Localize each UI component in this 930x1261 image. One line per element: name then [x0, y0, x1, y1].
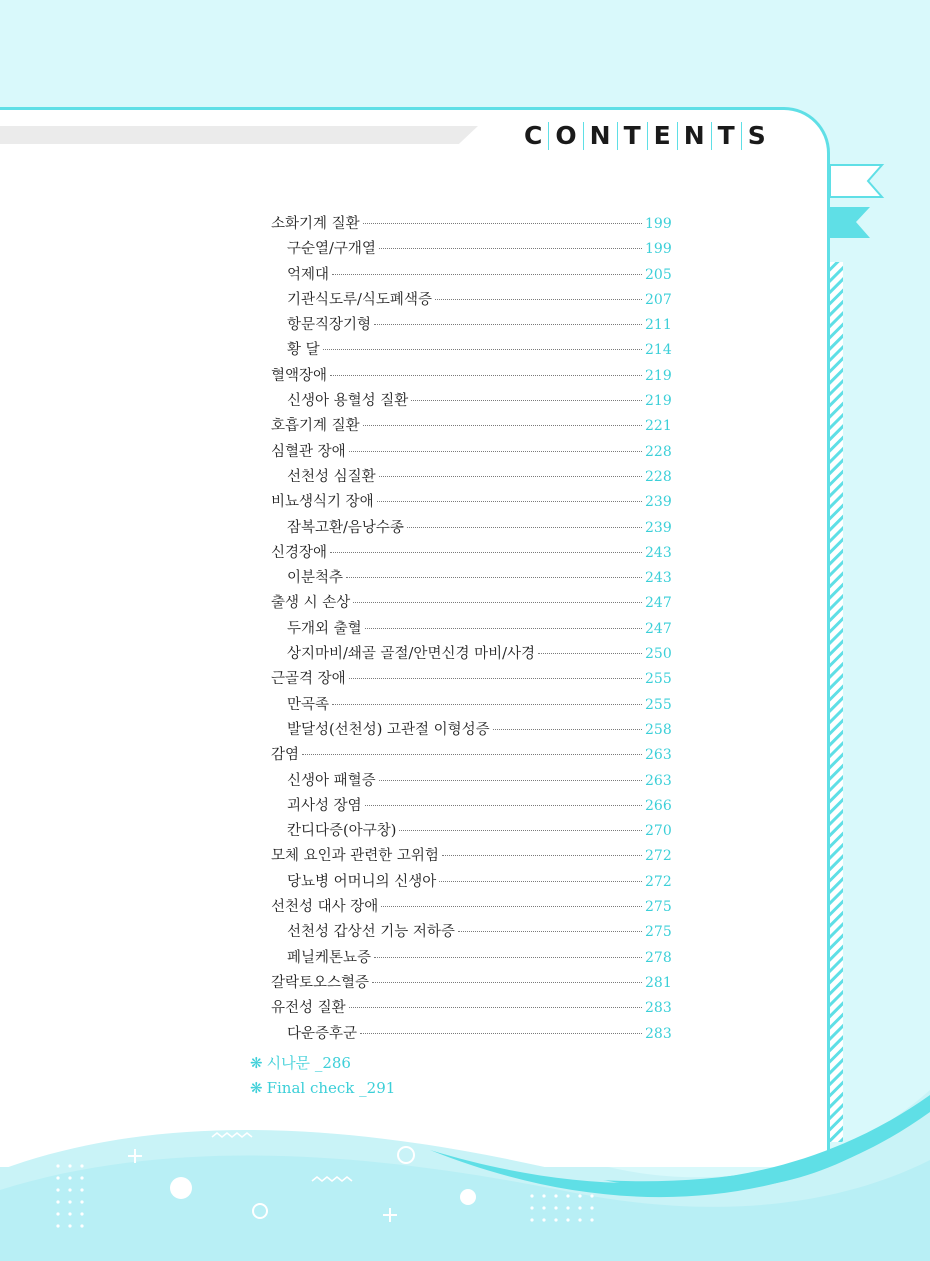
- toc-label: 호흡기계 질환: [271, 418, 360, 435]
- dot-leader: [381, 905, 642, 907]
- toc-page-number: 272: [645, 873, 672, 890]
- toc-label: 구순열/구개열: [287, 241, 376, 258]
- heading-letter: T: [712, 122, 742, 150]
- toc-page-number: 228: [645, 468, 672, 485]
- toc-label: 괴사성 장염: [287, 797, 362, 814]
- dot-leader: [330, 551, 642, 553]
- toc-page-number: 211: [645, 317, 672, 334]
- dot-leader: [302, 753, 642, 755]
- toc-page-number: 255: [645, 696, 672, 713]
- toc-label: 신생아 패혈증: [287, 772, 376, 789]
- heading-letter: O: [549, 122, 583, 150]
- toc-page-number: 275: [645, 899, 672, 916]
- toc-row[interactable]: [271, 693, 673, 718]
- toc-page-number: 219: [645, 393, 672, 410]
- toc-page-number: 219: [645, 367, 672, 384]
- toc-row[interactable]: [271, 263, 673, 288]
- toc-label: 근골격 장애: [271, 671, 346, 688]
- dot-leader: [323, 348, 642, 350]
- toc-row[interactable]: [271, 617, 673, 642]
- toc-page-number: 205: [645, 266, 672, 283]
- dot-leader: [330, 374, 642, 376]
- toc-row[interactable]: [271, 389, 673, 414]
- toc-row[interactable]: [271, 313, 673, 338]
- dot-leader: [493, 728, 642, 730]
- toc-label: 비뇨생식기 장애: [271, 494, 374, 511]
- toc-label: 출생 시 손상: [271, 595, 351, 612]
- toc-page-number: 199: [645, 241, 672, 258]
- toc-page-number: 263: [645, 747, 672, 764]
- toc-page-number: 281: [645, 974, 672, 991]
- toc-label: 두개외 출혈: [287, 620, 362, 637]
- toc-page-number: 266: [645, 797, 672, 814]
- toc-page-number: 255: [645, 671, 672, 688]
- toc-label: 항문직장기형: [287, 317, 372, 334]
- heading-letter: E: [648, 122, 678, 150]
- toc-row[interactable]: [271, 541, 673, 566]
- dot-leader: [374, 956, 642, 958]
- toc-page-number: 283: [645, 1000, 672, 1017]
- dot-leader: [458, 930, 642, 932]
- dot-leader: [377, 500, 642, 502]
- dot-leader: [365, 627, 642, 629]
- heading-letter: C: [518, 122, 549, 150]
- toc-row[interactable]: [271, 516, 673, 541]
- toc-row[interactable]: [271, 414, 673, 439]
- toc-label: 모체 요인과 관련한 고위험: [271, 848, 439, 865]
- dot-leader: [411, 399, 642, 401]
- dot-leader: [349, 677, 642, 679]
- dot-leader: [379, 475, 642, 477]
- toc-row[interactable]: [271, 920, 673, 945]
- toc-label: 갈락토오스혈증: [271, 974, 370, 991]
- toc-page-number: 247: [645, 620, 672, 637]
- toc-label: 선천성 심질환: [287, 468, 376, 485]
- toc-row[interactable]: [271, 1022, 673, 1047]
- extra-entry-label: Final check _291: [266, 1079, 396, 1097]
- toc-page-number: 199: [645, 216, 672, 232]
- toc-label: 유전성 질환: [271, 1000, 346, 1017]
- header-gray-bar: [0, 126, 478, 144]
- toc-row[interactable]: [271, 288, 673, 313]
- toc-row[interactable]: [271, 642, 673, 667]
- toc-label: 발달성(선천성) 고관절 이형성증: [287, 721, 490, 738]
- toc-page-number: 207: [645, 291, 672, 308]
- dot-leader: [435, 298, 642, 300]
- toc-row[interactable]: [271, 566, 673, 591]
- dot-leader: [538, 652, 642, 654]
- toc-label: 상지마비/쇄골 골절/안면신경 마비/사경: [287, 646, 535, 663]
- toc-label: 기관식도루/식도폐색증: [287, 291, 432, 308]
- dot-leader: [332, 273, 642, 275]
- toc-row[interactable]: [271, 844, 673, 869]
- toc-label: 만곡족: [287, 696, 330, 713]
- dot-leader: [407, 526, 642, 528]
- toc-label: 칸디다증(아구창): [287, 823, 397, 840]
- heading-letter: N: [584, 122, 618, 150]
- toc-row[interactable]: [271, 338, 673, 363]
- extra-entry-label: 시나문 _286: [266, 1054, 351, 1072]
- heading-letter: N: [678, 122, 712, 150]
- toc-row[interactable]: [271, 971, 673, 996]
- dot-leader: [379, 247, 642, 249]
- toc-label: 잠복고환/음낭수종: [287, 519, 404, 536]
- toc-row[interactable]: [271, 364, 673, 389]
- toc-page-number: 263: [645, 772, 672, 789]
- dot-leader: [372, 981, 642, 983]
- toc-page-number: 258: [645, 721, 672, 738]
- toc-page-number: 221: [645, 418, 672, 435]
- dot-leader: [399, 829, 642, 831]
- dot-leader: [363, 222, 642, 224]
- toc-page-number: 250: [645, 646, 672, 663]
- toc-page-number: 214: [645, 342, 672, 359]
- toc-row[interactable]: [271, 946, 673, 971]
- dot-leader: [360, 1032, 642, 1034]
- toc-page-number: 228: [645, 443, 672, 460]
- toc-page-number: 247: [645, 595, 672, 612]
- dot-leader: [346, 576, 642, 578]
- dot-leader: [374, 323, 642, 325]
- toc-row[interactable]: [271, 237, 673, 262]
- toc-label: 당뇨병 어머니의 신생아: [287, 873, 437, 890]
- toc-row[interactable]: [271, 212, 673, 237]
- dot-leader: [349, 1006, 642, 1008]
- toc-label: 신생아 용혈성 질환: [287, 393, 409, 410]
- toc-label: 소화기계 질환: [271, 216, 360, 232]
- dot-leader: [349, 450, 642, 452]
- toc-page-number: 272: [645, 848, 672, 865]
- asterism-icon: ❋: [250, 1054, 263, 1072]
- toc-label: 다운증후군: [287, 1025, 358, 1042]
- contents-heading: [518, 116, 772, 156]
- dot-leader: [442, 854, 642, 856]
- heading-letter: S: [747, 121, 766, 150]
- toc-row[interactable]: [271, 743, 673, 768]
- toc-page-number: 275: [645, 924, 672, 941]
- toc-page-number: 283: [645, 1025, 672, 1042]
- extra-entry-final-check[interactable]: [250, 1079, 395, 1097]
- extra-entry-quiz[interactable]: [250, 1052, 351, 1073]
- toc-label: 황 달: [287, 342, 320, 359]
- toc-page-number: 243: [645, 570, 672, 587]
- toc-label: 이분척추: [287, 570, 344, 587]
- toc-label: 감염: [271, 747, 300, 764]
- toc-page-number: 239: [645, 494, 672, 511]
- toc-page-number: 243: [645, 544, 672, 561]
- toc-page-number: 239: [645, 519, 672, 536]
- toc-label: 억제대: [287, 266, 330, 283]
- toc-row[interactable]: [271, 718, 673, 743]
- toc-row[interactable]: [271, 465, 673, 490]
- toc-page-number: 278: [645, 949, 672, 966]
- toc-label: 혈액장애: [271, 367, 328, 384]
- toc-row[interactable]: [271, 490, 673, 515]
- toc-label: 선천성 대사 장애: [271, 899, 379, 916]
- toc-label: 심혈관 장애: [271, 443, 346, 460]
- toc-row[interactable]: [271, 819, 673, 844]
- dot-leader: [379, 779, 642, 781]
- toc-row[interactable]: [271, 440, 673, 465]
- toc-label: 페닐케톤뇨증: [287, 949, 372, 966]
- toc-label: 신경장애: [271, 544, 328, 561]
- asterism-icon: ❋: [250, 1079, 263, 1097]
- dot-leader: [332, 703, 642, 705]
- toc-row[interactable]: [271, 996, 673, 1021]
- dot-leader: [363, 424, 642, 426]
- toc-row[interactable]: [271, 870, 673, 895]
- dot-leader: [353, 601, 642, 603]
- toc-list: [271, 212, 673, 1047]
- toc-row[interactable]: [271, 591, 673, 616]
- dot-leader: [439, 880, 642, 882]
- toc-row[interactable]: [271, 769, 673, 794]
- toc-label: 선천성 갑상선 기능 저하증: [287, 924, 455, 941]
- toc-page-number: 270: [645, 823, 672, 840]
- dot-leader: [365, 804, 642, 806]
- toc-row[interactable]: [271, 895, 673, 920]
- toc-row[interactable]: [271, 794, 673, 819]
- toc-row[interactable]: [271, 667, 673, 692]
- heading-letter: T: [618, 122, 648, 150]
